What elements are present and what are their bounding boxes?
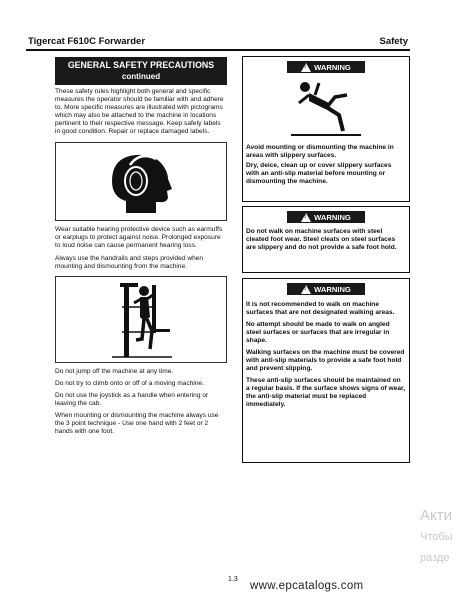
handrails-paragraph: Always use the handrails and steps provided when mounting and dismounting from the machine. (55, 255, 204, 270)
three-point-paragraph: When mounting or dismounting the machine always use the 3 point technique - Use one hand with 2 feet or 2 hands with one foot. (55, 412, 219, 435)
warning-box-steel-cleats (242, 206, 410, 273)
warning-text-3c: Walking surfaces on the machine must be covered with anti-slip materials to provide a safe foot hold and prevent slipping. (246, 349, 405, 372)
slipping-person-icon (243, 73, 409, 139)
warning-text-1a: Avoid mounting or dismounting the machine in areas with slippery surfaces. (246, 144, 394, 159)
warning-label: ! WARNING (287, 211, 365, 223)
left-column (55, 57, 227, 436)
section-banner (55, 57, 227, 85)
warning-box-slippery (242, 56, 410, 202)
activation-overlay-line-1: Акти (420, 507, 452, 524)
warning-triangle-icon: ! (301, 63, 311, 72)
warning-box-walking-surfaces (242, 278, 410, 463)
climbing-operator-icon (56, 277, 228, 362)
no-climb-moving-paragraph: Do not try to climb onto or off of a moving machine. (55, 380, 205, 387)
section-title: Safety (379, 36, 408, 47)
page-number: 1.3 (228, 576, 238, 583)
activation-overlay-line-3: разде (420, 552, 450, 564)
warning-label: ! WARNING (287, 283, 365, 295)
hearing-paragraph: Wear suitable hearing protective device such as earmuffs or earplugs to protect against noise. Prolonged exposure to loud noise can cause permanent hearing loss. (55, 226, 223, 249)
document-title: Tigercat F610C Forwarder (28, 36, 146, 47)
head-earmuffs-icon (56, 143, 228, 220)
warning-text-3b: No attempt should be made to walk on angled steel surfaces or surfaces that are irregular in shape. (246, 321, 390, 344)
warning-triangle-icon: ! (301, 213, 311, 222)
hearing-protection-pictogram (55, 142, 227, 221)
warning-text-1b: Dry, deice, clean up or cover slippery surfaces with an anti-slip material before mounting or dismounting the machine. (246, 162, 392, 185)
header-rule (26, 49, 410, 51)
warning-text-3a: It is not recommended to walk on machine surfaces that are not designated walking areas. (246, 301, 395, 316)
banner-title: GENERAL SAFETY PRECAUTIONS (67, 60, 215, 70)
warning-label: ! WARNING (287, 61, 365, 73)
warning-text-3d: These anti-slip surfaces should be maintained on a regular basis. If the surface shows signs of wear, the anti-slip material must be replaced immediately. (246, 377, 406, 408)
intro-paragraph: These safety rules highlight both general and specific measures the operator should be familiar with and adhere to. More specific measures are illustrated with pictograms which may also be attached to the machine in locations pertinent to their respective message. Keep safety labels in good condition. Repair or replace damaged labels. (55, 88, 224, 135)
warning-triangle-icon: ! (301, 285, 311, 294)
warning-text-2: Do not walk on machine surfaces with steel cleated foot wear. Steel cleats on steel surfaces are slippery and do not provide a safe foot hold. (246, 228, 397, 251)
activation-overlay-line-2: Чтобы (420, 531, 453, 543)
no-jump-paragraph: Do not jump off the machine at any time. (55, 368, 174, 375)
site-watermark: www.epcatalogs.com (250, 580, 364, 592)
banner-subtitle: continued (121, 72, 161, 81)
three-point-contact-pictogram (55, 276, 227, 363)
no-joystick-handle-paragraph: Do not use the joystick as a handle when entering or leaving the cab. (55, 392, 209, 407)
